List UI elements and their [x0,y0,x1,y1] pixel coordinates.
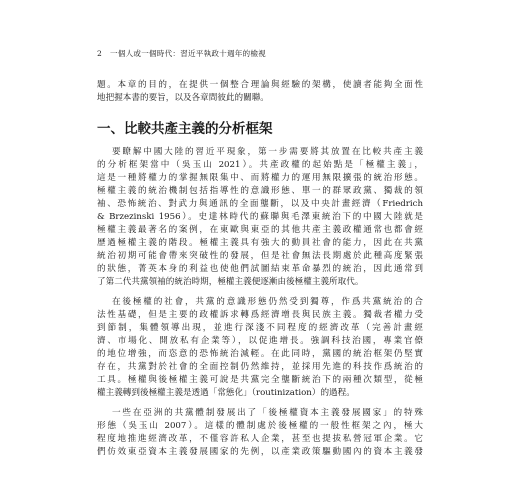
body-line: 在後極權的社會，共黨的意識形態仍然受到獨尊，作爲共黨統治的合 [112,297,423,307]
body-line: 到節制，集體領導出現，並進行深淺不同程度的經濟改革（完善計畫經 [97,323,423,333]
body-line: 極權主義最著名的案例，在東歐與東亞的其他共產主義政權通常也都會經 [97,225,423,235]
body-line: 法性基礎，但是主要的政權訴求轉爲經濟增長與民族主義。獨裁者權力受 [97,310,423,320]
body-line: 極權主義的統治機制包括指導性的意識形態、單一的群眾政黨、獨裁的領 [97,186,423,196]
body-line: 程度地推進經濟改革，不僅容許私人企業，甚至也提拔私營冠軍企業。它 [97,434,423,444]
body-line: 的地位增強，而恣意的恐怖統治減輕。在此同時，黨國的統治框架仍堅實 [97,349,423,359]
body-line: 要瞭解中國大陸的習近平現象，第一步需要將其放置在比較共產主義 [112,147,423,157]
body-line: 形態（吳玉山 2007）。這樣的體制處於後極權的一般性框架之內，極大 [97,421,423,431]
body-line: 濟、市場化、開放私有企業等），以促進增長。強調科技治國，專業官僚 [97,336,423,346]
body-line: 地把握本書的要旨，以及各章間彼此的關聯。 [97,93,269,103]
body-line: 袖、恐怖統治、對武力與通訊的全面壟斷，以及中央計畫經濟（Friedrich [97,199,423,209]
section-heading: 一、比較共產主義的分析框架 [97,121,273,137]
body-line: 的狀態，菁英本身的利益也使他們試圖結束革命暴烈的統治，因此通常到 [97,264,423,274]
running-title: 一個人或一個時代：習近平執政十週年的檢視 [110,49,266,58]
body-line: 存在，共黨對於社會的全面控制仍然維持，並採用先進的科技作爲統治的 [97,362,423,372]
body-line: 權主義轉到後極權主義是透過「常態化」（routinization）的過程。 [97,388,355,398]
page-number: 2 [97,49,103,58]
body-line: 統治初期可能會帶來突破性的發展，但是社會無法長期處於此種高度緊張 [97,251,423,261]
body-line: 工具。極權與後極權主義可說是共黨完全壟斷統治下的兩種次類型，從極 [97,375,423,385]
body-line: 一些在亞洲的共黨體制發展出了「後極權資本主義發展國家」的特殊 [112,408,423,418]
body-line: & Brzezinski 1956）。史達林時代的蘇聯與毛澤東統治下的中國大陸就是 [97,212,423,222]
body-line: 題。本章的目的，在提供一個整合理論與經驗的架構，使讀者能夠全面性 [97,80,423,90]
body-line: 這是一種將權力的掌握無限集中、而將權力的運用無限擴張的統治形態。 [97,173,423,183]
body-line: 了第二代共黨領袖的統治時期，極權主義便逐漸由後極權主義所取代。 [97,277,364,287]
body-line: 歷過極權主義的階段。極權主義具有強大的動員社會的能力，因此在共黨 [97,238,423,248]
body-line: 的分析框架當中（吳玉山 2021）。共產政權的起始點是「極權主義」， [97,160,423,170]
body-line: 們仿效東亞資本主義發展國家的先例，以產業政策驅動國內的資本主義發 [97,447,423,457]
running-header [97,48,266,59]
